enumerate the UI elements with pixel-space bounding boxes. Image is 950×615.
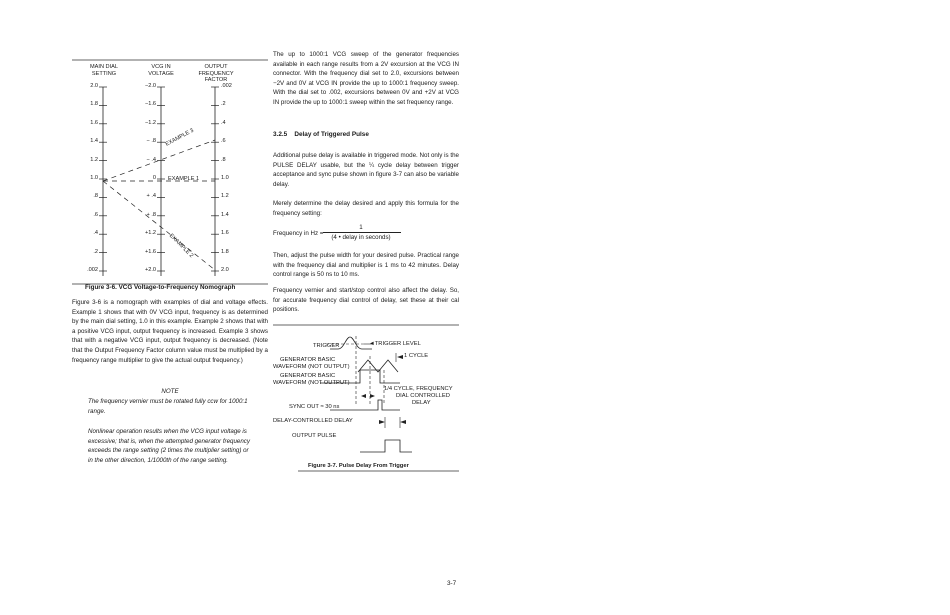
nomograph-description: Figure 3-6 is a nomograph with examples of dial and voltage effects. Example 1 shows that with 0V VCG input, frequency is as determined by the main dial setting, 1.0 in this example. Example 2 shows that with a positive VCG input, output frequency is increased. Example 3 shows that with a negative VCG input, output frequency is decreased. (Note that the Output Frequency Factor column value must be multiplied by a frequency range multiplier to give the actual output frequency.) [72, 299, 268, 364]
formula-lhs: Frequency in Hz = [273, 230, 324, 237]
dial-tick-label: 1.6 [90, 119, 98, 126]
formula-intro: Merely determine the delay desired and apply this formula for the frequency setting: [273, 200, 459, 217]
dial-controlled-label: DIAL CONTROLLED [396, 393, 450, 399]
vcg-tick-label: −1.6 [144, 101, 156, 108]
vcg-tick-label: − .8 [146, 138, 156, 145]
dial-tick-label: 1.4 [90, 138, 98, 145]
dial-tick-label: 1.8 [90, 101, 98, 108]
out-header: OUTPUT FREQUENCY FACTOR [198, 64, 234, 84]
figure-3-6-caption: Figure 3-6. VCG Voltage-to-Frequency Nomograph [85, 284, 236, 291]
out-tick-label: 2.0 [221, 267, 229, 273]
page-number: 3-7 [447, 580, 457, 587]
dial-tick-label: 2.0 [90, 83, 98, 89]
formula-numerator: 1 [359, 224, 363, 231]
vernier-paragraph: Frequency vernier and start/stop control also affect the delay. So, for accurate frequency dial control of delay, set these at their cal positions. [273, 287, 459, 314]
out-tick-label: 1.0 [221, 175, 229, 181]
vcg-tick-label: −2.0 [144, 83, 156, 89]
out-tick-label: .4 [221, 119, 226, 126]
dial-tick-label: .4 [93, 230, 98, 237]
practical-range-paragraph: Then, adjust the pulse width for your desired pulse. Practical range with the frequency dial and multiplier is 1 ms to 42 minutes. Delay control range is 50 ns to 10 ms. [273, 252, 459, 279]
section-number: 3.2.5 [273, 131, 288, 138]
dial-tick-label: 1.2 [90, 156, 98, 163]
dial-tick-label: .6 [93, 211, 98, 218]
pulse-delay-paragraph: Additional pulse delay is available in triggered mode. Not only is the PULSE DELAY usable, but the ¼ cycle delay between trigger acceptance and sync pulse shown in figure 3-7 can also be variable delay. [273, 152, 459, 188]
vcg-tick-label: + .8 [146, 211, 156, 218]
example3-label: EXAMPLE 3 [164, 127, 195, 148]
quarter-cycle-label: 1/4 CYCLE, FREQUENCY [384, 386, 453, 392]
output-pulse-label: OUTPUT PULSE [292, 433, 337, 439]
dial-tick-label: .2 [93, 248, 98, 255]
out-tick-label: .6 [221, 138, 226, 145]
vcg-tick-label: −1.2 [144, 119, 156, 126]
section-title: Delay of Triggered Pulse [294, 131, 369, 138]
vcg-tick-label: + .4 [146, 193, 156, 200]
example1-label: EXAMPLE 1 [168, 176, 200, 182]
waveform-2-label: WAVEFORM (NOT OUTPUT) [273, 380, 350, 386]
figure-3-7-caption: Figure 3-7. Pulse Delay From Trigger [308, 463, 409, 469]
out-tick-label: 1.8 [221, 248, 229, 255]
delay-controlled-label: DELAY-CONTROLLED DELAY [273, 418, 353, 424]
sync-pulse [330, 400, 400, 410]
out-tick-label: .2 [221, 101, 226, 108]
out-tick-label: 1.4 [221, 211, 229, 218]
arrow-left-icon: ◄ [369, 341, 375, 347]
vcg-tick-label: − .4 [146, 156, 156, 163]
sync-out-label: SYNC OUT ≈ 30 ns [289, 404, 340, 410]
one-cycle-label: 1 CYCLE [404, 353, 429, 359]
example2-label: EXAMPLE 2 [167, 232, 195, 260]
dial-tick-label: .8 [93, 193, 98, 200]
vcg-tick-label: +1.6 [144, 248, 156, 255]
note-title: NOTE [161, 388, 179, 395]
vcg-tick-label: +1.2 [144, 230, 156, 237]
vcg-tick-label: 0 [152, 175, 156, 181]
formula-denominator: (4 • delay in seconds) [331, 234, 391, 241]
waveform-1-label: WAVEFORM (NOT OUTPUT) [273, 364, 350, 370]
out-tick-label: 1.2 [221, 193, 229, 200]
vcg-tick-label: +2.0 [144, 267, 156, 273]
output-pulse [360, 440, 412, 452]
gen-basic-2-label: GENERATOR BASIC [280, 373, 336, 379]
out-tick-label: .002 [221, 83, 232, 89]
note-vernier: The frequency vernier must be rotated fully ccw for 1000:1 range. [88, 398, 248, 415]
dial-tick-label: .002 [87, 267, 98, 273]
delay-label: DELAY [412, 400, 431, 406]
trigger-level-label: ◄TRIGGER LEVEL [369, 341, 421, 347]
note-nonlinear: Nonlinear operation results when the VCG input voltage is excessive; that is, when the attempted generator frequency exceeds the range setting (2 times the multiplier setting) or in the other direction, 1/1000th of the range setting. [88, 428, 250, 464]
gen-basic-1-label: GENERATOR BASIC [280, 357, 336, 363]
dial-header: MAIN DIAL SETTING [90, 64, 118, 77]
dial-tick-label: 1.0 [90, 175, 98, 181]
vcg-header: VCG IN VOLTAGE [148, 64, 174, 77]
vcg-sweep-paragraph: The up to 1000:1 VCG sweep of the generator frequencies available in each range results from a 2V excursion at the VCG IN connector. With the frequency dial set to 2.0, excursions between −2V and 0V at VCG IN provide the up to 1000:1 frequency sweep. With the dial set to .002, excursions between 0V and +2V at VCG IN provide the up to 1000:1 sweep within the set frequency range. [273, 51, 459, 106]
trigger-label: TRIGGER [313, 343, 340, 349]
out-tick-label: .8 [221, 156, 226, 163]
out-tick-label: 1.6 [221, 230, 229, 237]
